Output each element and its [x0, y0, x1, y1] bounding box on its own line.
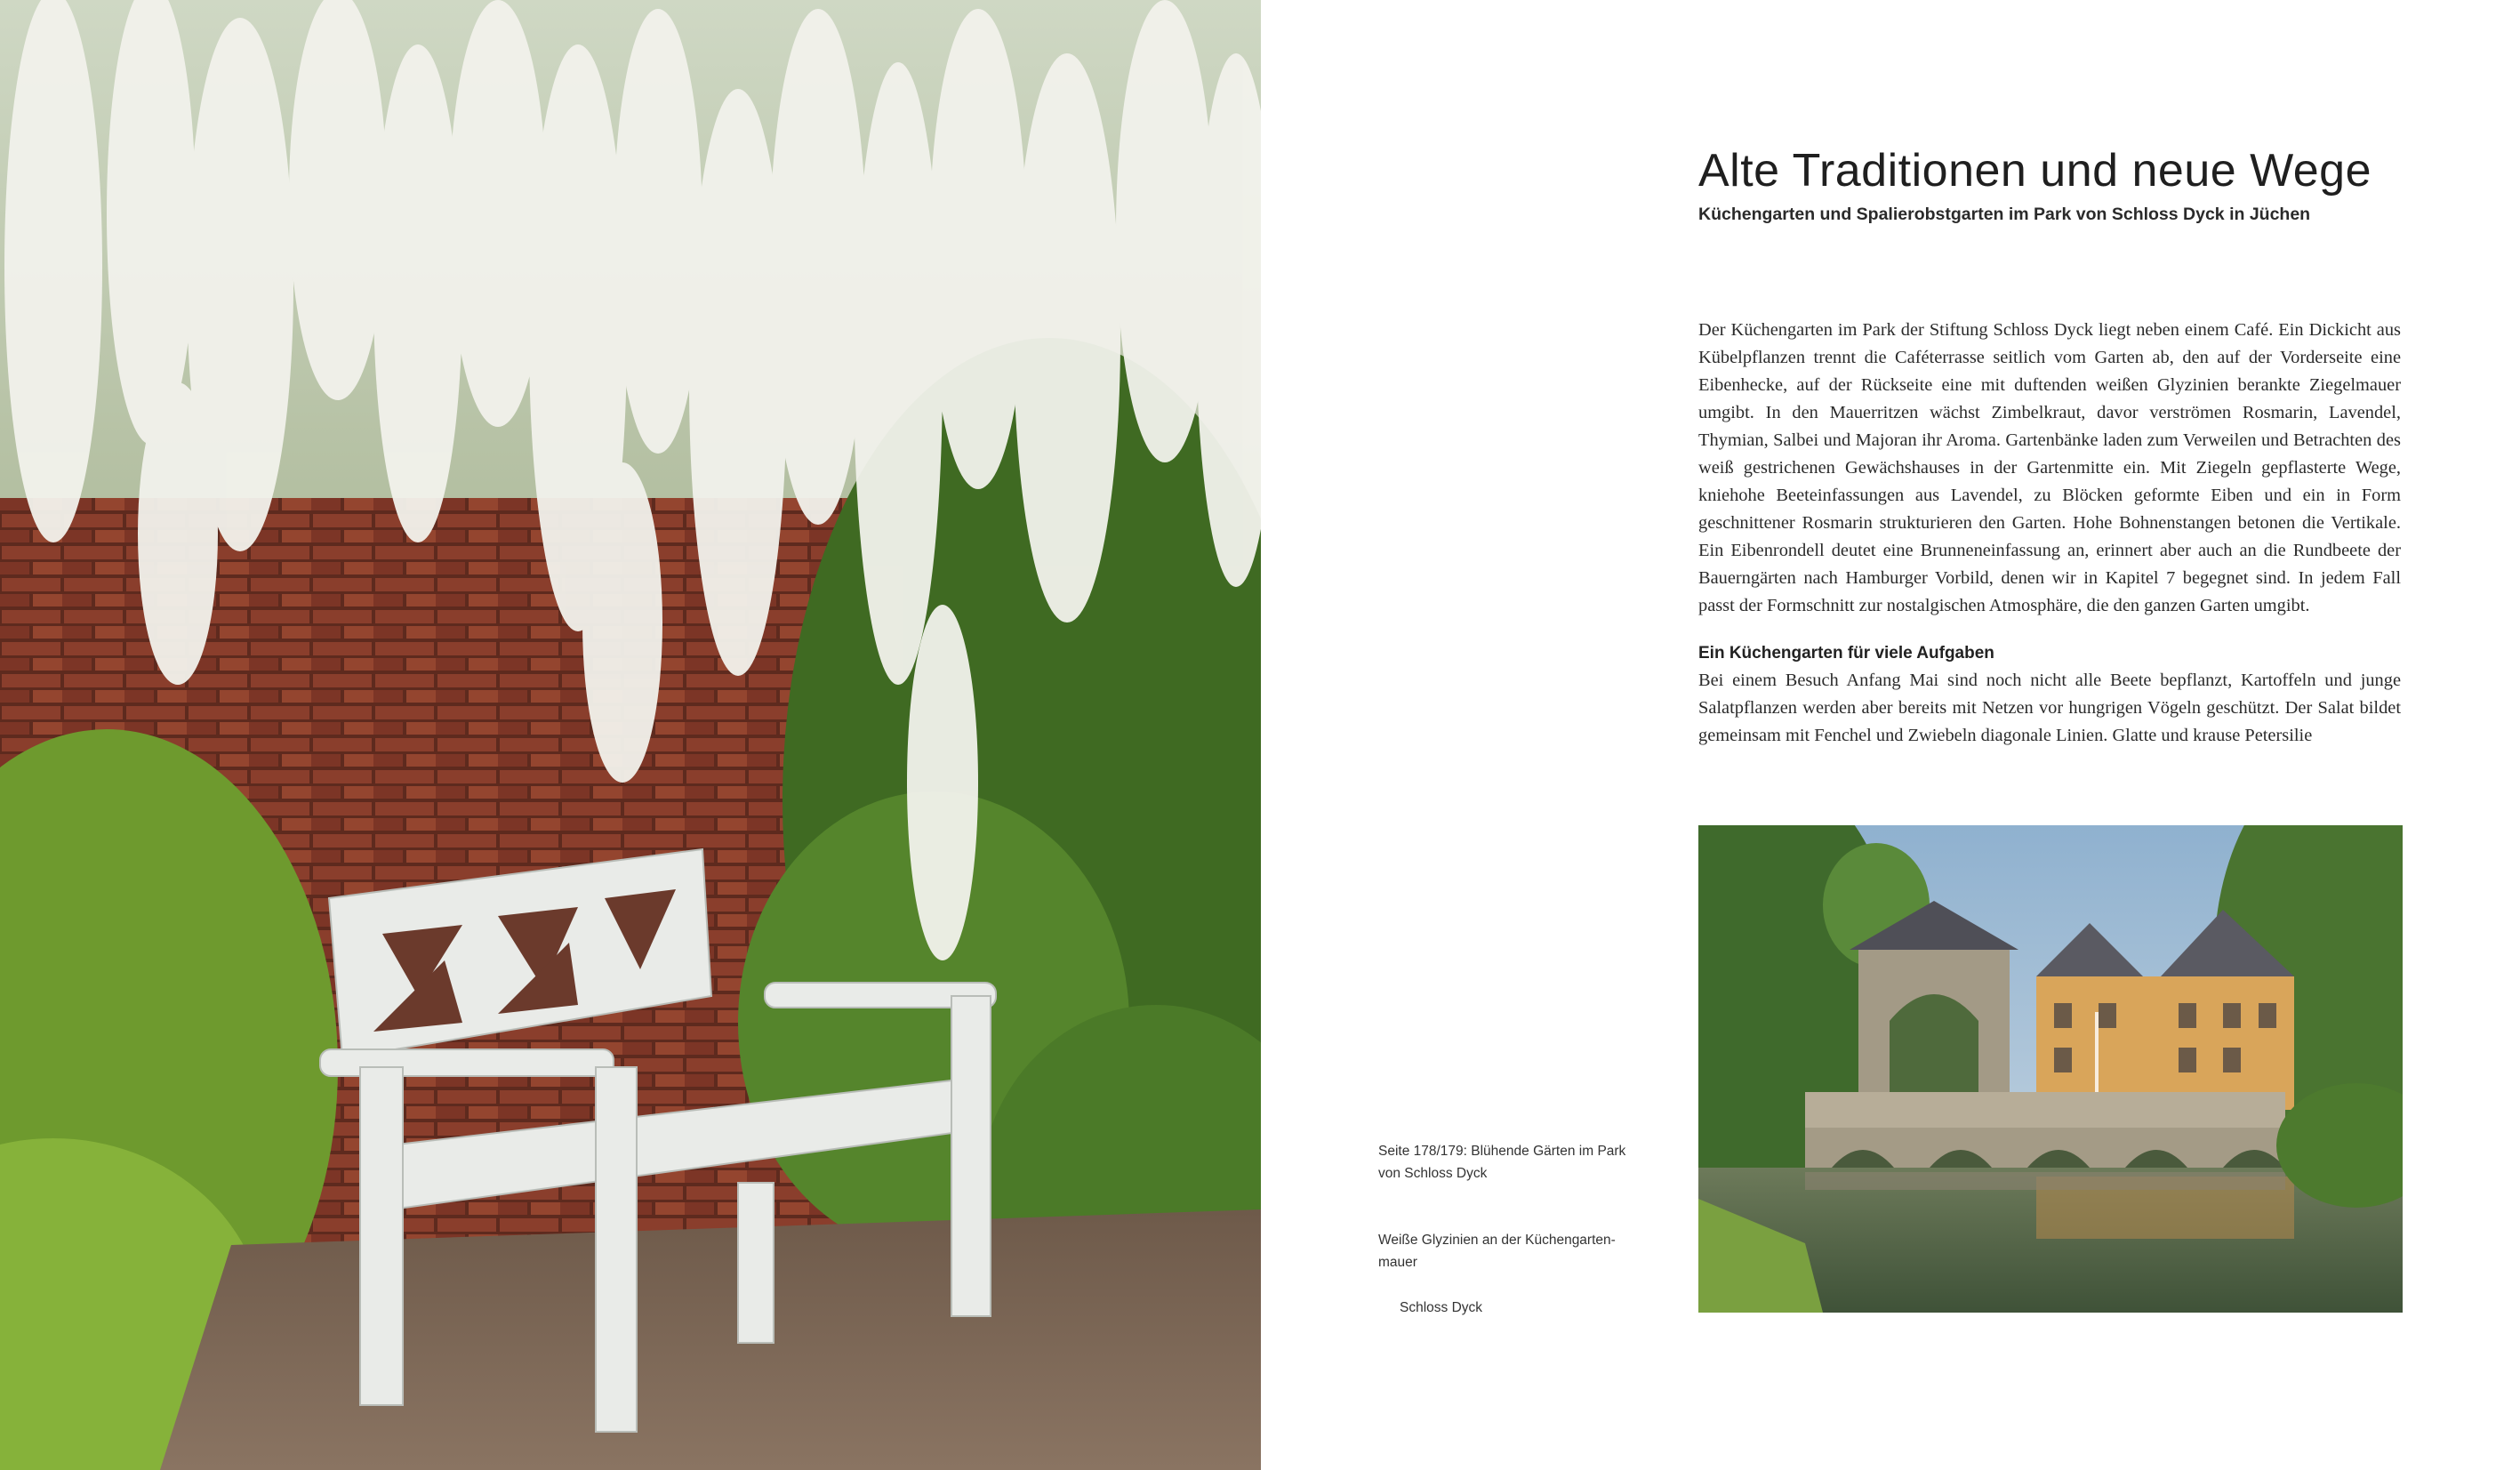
castle-photo: [1698, 825, 2403, 1313]
body-paragraph-2: Bei einem Besuch Anfang Mai sind noch nicht alle Beete bepflanzt, Kartoffeln und junge Salatpflanzen werden aber bereits mit Netzen vor hungrigen Vögeln geschützt. Der Salat bildet gemeinsam mit Fenchel und Zwiebeln diagonale Linien. Glatte und krause Petersilie: [1698, 671, 2401, 745]
section-heading: Ein Küchengarten für viele Aufgaben: [1698, 644, 1994, 663]
caption-castle: Schloss Dyck: [1400, 1300, 1483, 1315]
article-body: [1698, 317, 2401, 750]
body-paragraph-1: Der Küchengarten im Park der Stiftung Schloss Dyck liegt neben einem Café. Ein Dickicht aus Kübelpflanzen trennt die Caféterrasse seitlich vom Garten ab, den auf der Vorderseite eine Eibenhecke, auf der Rückseite eine mit duftenden weißen Glyzinien berankte Ziegelmauer umgibt. In den Mauerritzen wächst Zimbelkraut, davor verströmen Rosmarin, Lavendel, Thymian, Salbei und Majoran ihr Aroma. Gartenbänke laden zum Verweilen und Betrachten des weiß gestrichenen Gewächshauses in der Gartenmitte ein. Mit Ziegeln gepflasterte Wege, kniehohe Beeteinfassungen aus Lavendel, zu Blöcken geformte Eiben und ein in Form geschnittener Rosmarin strukturieren den Garten. Hohe Bohnenstangen betonen die Vertikale. Ein Eibenrondell deutet eine Brunneneinfassung an, erinnert aber auch an die Rundbeete der Bauerngärten nach Hamburger Vorbild, denen wir in Kapitel 7 begegnet sind. In jedem Fall passt der Formschnitt zur nostalgischen Atmosphäre, die den ganzen Garten umgibt.: [1698, 320, 2401, 615]
article-subtitle: Küchengarten und Spalierobstgarten im Park von Schloss Dyck in Jüchen: [1698, 205, 2311, 224]
caption-spread: Seite 178/179: Blühende Gärten im Park von Schloss Dyck: [1378, 1144, 1626, 1181]
caption-wisteria: Weiße Glyzinien an der Küchengartenmauer: [1378, 1233, 1616, 1270]
article-title: Alte Traditionen und neue Wege: [1698, 145, 2372, 197]
